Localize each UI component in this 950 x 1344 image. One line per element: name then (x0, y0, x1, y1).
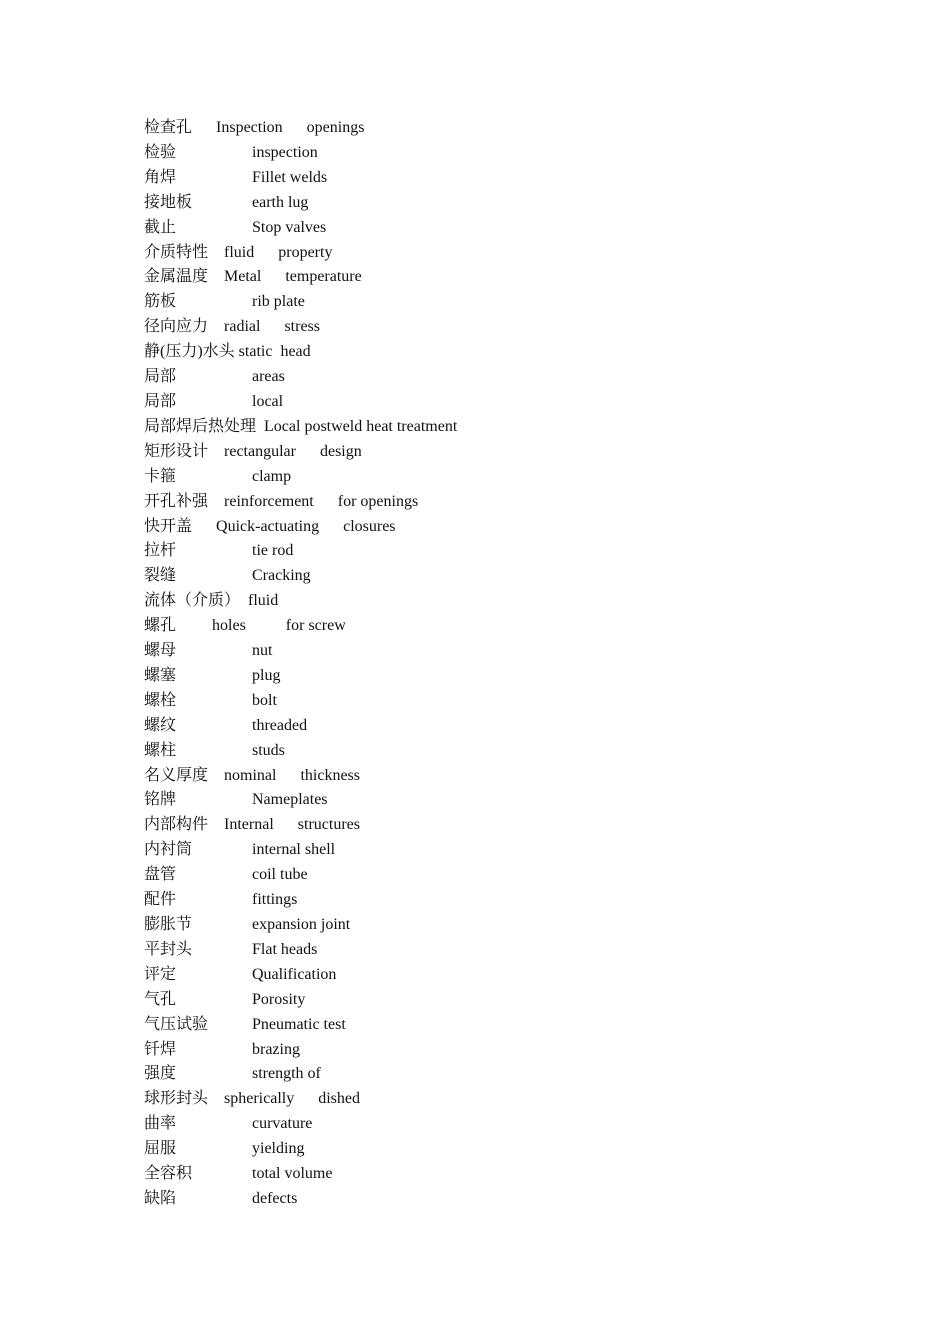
term-chinese: 检查孔 (144, 119, 193, 136)
term-english: tie rod (252, 542, 294, 560)
term-chinese: 球形封头 (144, 1090, 209, 1108)
glossary-row (144, 340, 844, 365)
term-english: Porosity (252, 990, 306, 1008)
term-english: clamp (252, 467, 292, 485)
glossary-row (144, 1112, 844, 1137)
term-chinese: 螺孔 (144, 617, 177, 635)
term-chinese: 筋板 (144, 293, 177, 311)
term-english: areas (252, 368, 285, 386)
term-chinese: 缺陷 (144, 1189, 177, 1207)
term-chinese: 铭牌 (144, 791, 177, 809)
term-chinese: 角焊 (144, 168, 177, 186)
term-chinese: 局部 (144, 392, 177, 410)
term-chinese: 盘管 (144, 866, 177, 884)
glossary-row (144, 390, 844, 415)
term-gap (240, 592, 248, 609)
glossary-row (144, 315, 844, 340)
term-chinese: 螺塞 (144, 666, 177, 684)
glossary-row (144, 689, 844, 714)
glossary-row (144, 888, 844, 913)
term-english: fluid (248, 592, 279, 610)
term-english: nominal thickness (224, 766, 360, 784)
glossary-row (144, 539, 844, 564)
glossary-row (144, 614, 844, 639)
glossary-row (144, 664, 844, 689)
term-english: nut (252, 642, 273, 660)
term-english: reinforcement for openings (224, 492, 419, 510)
term-gap (192, 119, 216, 136)
term-chinese: 开孔补强 (144, 492, 209, 510)
term-chinese: 裂缝 (144, 567, 177, 585)
term-english: curvature (252, 1115, 313, 1133)
glossary-row (144, 913, 844, 938)
term-english: Qualification (252, 965, 337, 983)
term-english: rib plate (252, 293, 305, 311)
term-english: Cracking (252, 567, 311, 585)
glossary-row (144, 788, 844, 813)
glossary-row (144, 813, 844, 838)
term-english: expansion joint (252, 916, 351, 933)
glossary-row (144, 440, 844, 465)
term-chinese: 全容积 (144, 1165, 193, 1183)
term-chinese: 膨胀节 (144, 916, 193, 933)
glossary-row (144, 639, 844, 664)
term-chinese: 金属温度 (144, 268, 209, 286)
term-english: yielding (252, 1140, 305, 1158)
term-chinese: 气压试验 (144, 1015, 209, 1033)
term-chinese: 屈服 (144, 1140, 177, 1158)
term-chinese: 拉杆 (144, 542, 177, 560)
term-english: Local postweld heat treatment (264, 417, 458, 435)
term-chinese: 径向应力 (144, 318, 209, 336)
term-chinese: 气孔 (144, 990, 177, 1008)
glossary-row (144, 764, 844, 789)
term-english: Stop valves (252, 218, 327, 236)
glossary-row (144, 216, 844, 241)
glossary-row (144, 415, 844, 440)
glossary-row (144, 963, 844, 988)
term-english: brazing (252, 1040, 300, 1058)
term-english: Inspection openings (216, 119, 365, 136)
term-gap (208, 493, 224, 510)
term-chinese: 内部构件 (144, 816, 209, 834)
term-chinese: 名义厚度 (144, 766, 209, 784)
term-chinese: 曲率 (144, 1115, 177, 1133)
term-gap (192, 518, 216, 535)
term-english: local (252, 392, 284, 410)
term-english: coil tube (252, 866, 308, 884)
glossary-row (144, 1038, 844, 1063)
term-chinese: 评定 (144, 965, 177, 983)
term-gap (256, 418, 264, 435)
glossary-row (144, 1137, 844, 1162)
glossary-row (144, 988, 844, 1013)
term-english: total volume (252, 1165, 333, 1183)
glossary-row (144, 938, 844, 963)
term-english: fittings (252, 891, 298, 909)
glossary-row (144, 141, 844, 166)
term-english: static head (238, 343, 311, 361)
glossary-row (144, 1162, 844, 1187)
glossary-row (144, 515, 844, 540)
term-chinese: 平封头 (144, 940, 193, 958)
term-english: rectangular design (224, 442, 362, 460)
term-english: Flat heads (252, 940, 318, 958)
term-english: holes for screw (212, 617, 346, 635)
term-english: strength of (252, 1065, 321, 1083)
term-english: Quick-actuating closures (216, 517, 396, 535)
glossary-row (144, 739, 844, 764)
term-chinese: 静(压力)水头 (144, 343, 235, 361)
term-gap (208, 1090, 224, 1107)
glossary-row (144, 241, 844, 266)
term-gap (208, 443, 224, 460)
glossary-row (144, 191, 844, 216)
glossary-list (144, 116, 844, 1212)
term-english: Internal structures (224, 816, 360, 834)
term-gap (176, 617, 212, 634)
term-english: fluid property (224, 243, 333, 261)
term-english: inspection (252, 143, 318, 161)
term-chinese: 配件 (144, 891, 177, 909)
term-english: studs (252, 741, 285, 759)
glossary-row (144, 290, 844, 315)
term-english: plug (252, 666, 281, 684)
term-english: defects (252, 1189, 298, 1207)
term-english: internal shell (252, 841, 336, 859)
term-english: threaded (252, 716, 308, 734)
glossary-row (144, 1013, 844, 1038)
term-chinese: 内衬筒 (144, 841, 193, 859)
term-chinese: 接地板 (144, 193, 193, 211)
term-chinese: 螺纹 (144, 716, 177, 734)
term-chinese: 螺柱 (144, 741, 177, 759)
term-gap (208, 767, 224, 784)
term-english: spherically dished (224, 1090, 360, 1108)
term-english: bolt (252, 691, 277, 709)
term-gap (208, 816, 224, 833)
term-gap (208, 268, 224, 285)
term-gap (208, 244, 224, 261)
term-english: earth lug (252, 193, 309, 211)
term-chinese: 截止 (144, 218, 177, 236)
glossary-row (144, 116, 844, 141)
term-english: Nameplates (252, 791, 328, 809)
glossary-row (144, 1062, 844, 1087)
term-chinese: 检验 (144, 143, 177, 161)
glossary-row (144, 490, 844, 515)
term-chinese: 流体（介质） (144, 592, 241, 610)
glossary-row (144, 714, 844, 739)
term-chinese: 矩形设计 (144, 442, 209, 460)
glossary-row (144, 365, 844, 390)
glossary-row (144, 838, 844, 863)
term-chinese: 卡箍 (144, 467, 177, 485)
glossary-row (144, 1087, 844, 1112)
glossary-row (144, 564, 844, 589)
glossary-row (144, 265, 844, 290)
term-chinese: 局部焊后热处理 (144, 417, 257, 435)
term-chinese: 局部 (144, 368, 177, 386)
term-chinese: 螺母 (144, 642, 177, 660)
term-english: Pneumatic test (252, 1015, 346, 1033)
term-english: radial stress (224, 318, 320, 336)
glossary-row (144, 1187, 844, 1212)
term-english: Metal temperature (224, 268, 362, 286)
glossary-row (144, 863, 844, 888)
term-chinese: 介质特性 (144, 243, 209, 261)
term-chinese: 强度 (144, 1065, 177, 1083)
term-chinese: 钎焊 (144, 1040, 177, 1058)
glossary-row (144, 166, 844, 191)
glossary-row (144, 465, 844, 490)
term-chinese: 快开盖 (144, 517, 193, 535)
term-chinese: 螺栓 (144, 691, 177, 709)
term-english: Fillet welds (252, 168, 328, 186)
glossary-row (144, 589, 844, 614)
term-gap (208, 318, 224, 335)
